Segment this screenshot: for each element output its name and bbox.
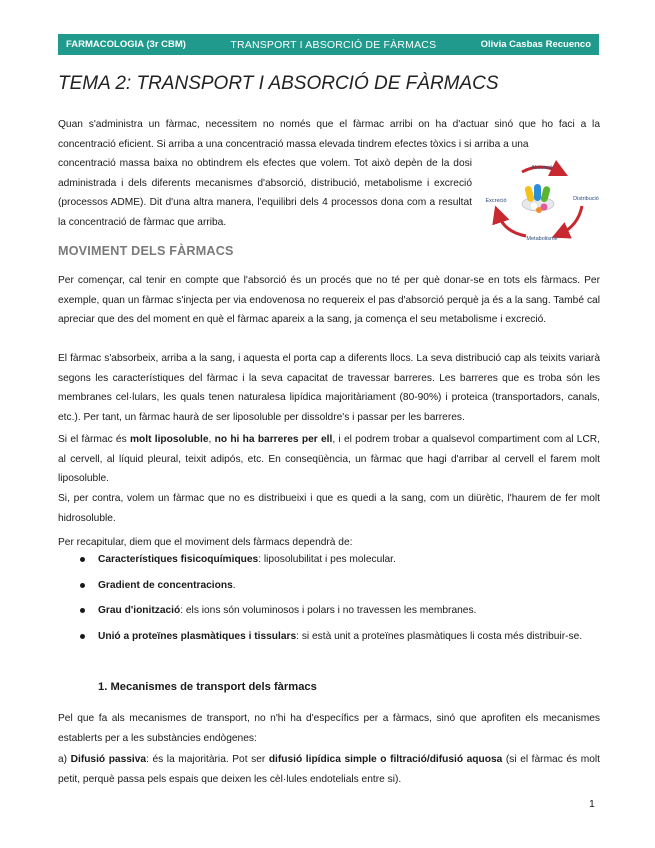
section-paragraph-4: Si, per contra, volem un fàrmac que no es distribueixi i que es quedi a la sang, com un diürètic, l'haurem de fer molt hidrosoluble. [58,493,600,524]
bullet-icon [80,557,85,562]
label-excrecio: Excreció [485,198,507,204]
section-paragraph-3: Si el fàrmac és molt liposoluble, no hi ha barreres per ell, i el podrem trobar a qualsevol compartiment com al LCR, al cervell, al líquid pleural, teixit adipós, etc. En conseqüència, un fàrmac que hagi d'arribar al cervell el farem molt liposoluble. [58,434,600,485]
header-author: Olivia Casbas Recuenco [480,39,591,50]
intro-paragraph-2: concentració massa baixa no obtindrem els efectes que volem. Tot això depèn de la dosi administrada i dels diferents mecanismes d'absorció, distribució, metabolisme i excreció (processos ADME). Dit d'una altra manera, l'equilibri dels 4 processos dona com a resultat la concentració de fàrmac que arriba. [58,158,472,228]
section-heading: MOVIMENT DELS FÀRMACS [58,244,234,258]
subsection-paragraph-2: a) Difusió passiva: és la majoritària. Pot ser difusió lipídica simple o filtració/difusió aquosa (si el fàrmac és molt petit, perquè passa pels espais que deixen les cèl·lules endotelials entre si). [58,754,600,785]
arrow-right [560,206,582,234]
subsection-heading: 1. Mecanismes de transport dels fàrmacs [98,681,317,693]
bullet-icon [80,634,85,639]
pills-illustration [522,184,554,213]
adme-diagram [482,160,604,242]
label-metabolisme: Metabolisme [526,236,558,242]
label-distribucio: Distribució [573,196,599,202]
running-header [58,34,599,55]
page-title: TEMA 2: TRANSPORT I ABSORCIÓ DE FÀRMACS [58,73,499,94]
factors-list [78,550,600,646]
list-item: Gradient de concentracions. [78,576,600,596]
intro-paragraph-1: Quan s'administra un fàrmac, necessitem no només que el fàrmac arribi on ha d'actuar sinó que ho faci a la concentració eficient. Si arriba a una concentració massa elevada tindrem efectes tòxics i si arriba a una [58,119,600,150]
bullet-icon [80,608,85,613]
header-course: FARMACOLOGIA (3r CBM) [66,39,186,50]
page-number: 1 [589,798,595,810]
subsection-paragraph-1: Pel que fa als mecanismes de transport, no n'hi ha d'específics per a fàrmacs, sinó que aprofiten els mecanismes establerts per a les substàncies endògenes: [58,713,600,744]
bullet-icon [80,583,85,588]
section-paragraph-1: Per començar, cal tenir en compte que l'absorció és un procés que no té per què donar-se en tots els fàrmacs. Per exemple, quan un fàrmac s'injecta per via endovenosa no requereix el pas d'absorció perquè ja és a la sang. També cal apreciar que des del moment en què el fàrmac apareix a la sang, ja comença el seu metabolisme i excreció. [58,275,600,326]
list-item: Grau d'ionització: els ions són voluminosos i polars i no travessen les membranes. [78,601,600,621]
list-item: Característiques fisicoquímiques: liposolubilitat i pes molecular. [78,550,600,570]
section-paragraph-2: El fàrmac s'absorbeix, arriba a la sang, i aquesta el porta cap a diferents llocs. La seva distribució cap als teixits variarà segons les característiques del fàrmac i la seva capacitat de travessar barreres. Les barreres que es troba són les membranes cel·lulars, les quals tenen naturalesa lipídica majoritàriament (80-90%) i proteica (transportadors, canals, etc.). Per tant, un fàrmac haurà de ser liposoluble per dissoldre's i passar per les barreres. [58,353,600,423]
arrow-left [498,214,526,236]
section-paragraph-5: Per recapitular, diem que el moviment dels fàrmacs dependrà de: [58,537,353,548]
header-topic: TRANSPORT I ABSORCIÓ DE FÀRMACS [230,38,437,51]
list-item: Unió a proteïnes plasmàtiques i tissulars: si està unit a proteïnes plasmàtiques li costa més distribuir-se. [78,627,600,647]
label-absorcio: Absorció [531,165,553,171]
